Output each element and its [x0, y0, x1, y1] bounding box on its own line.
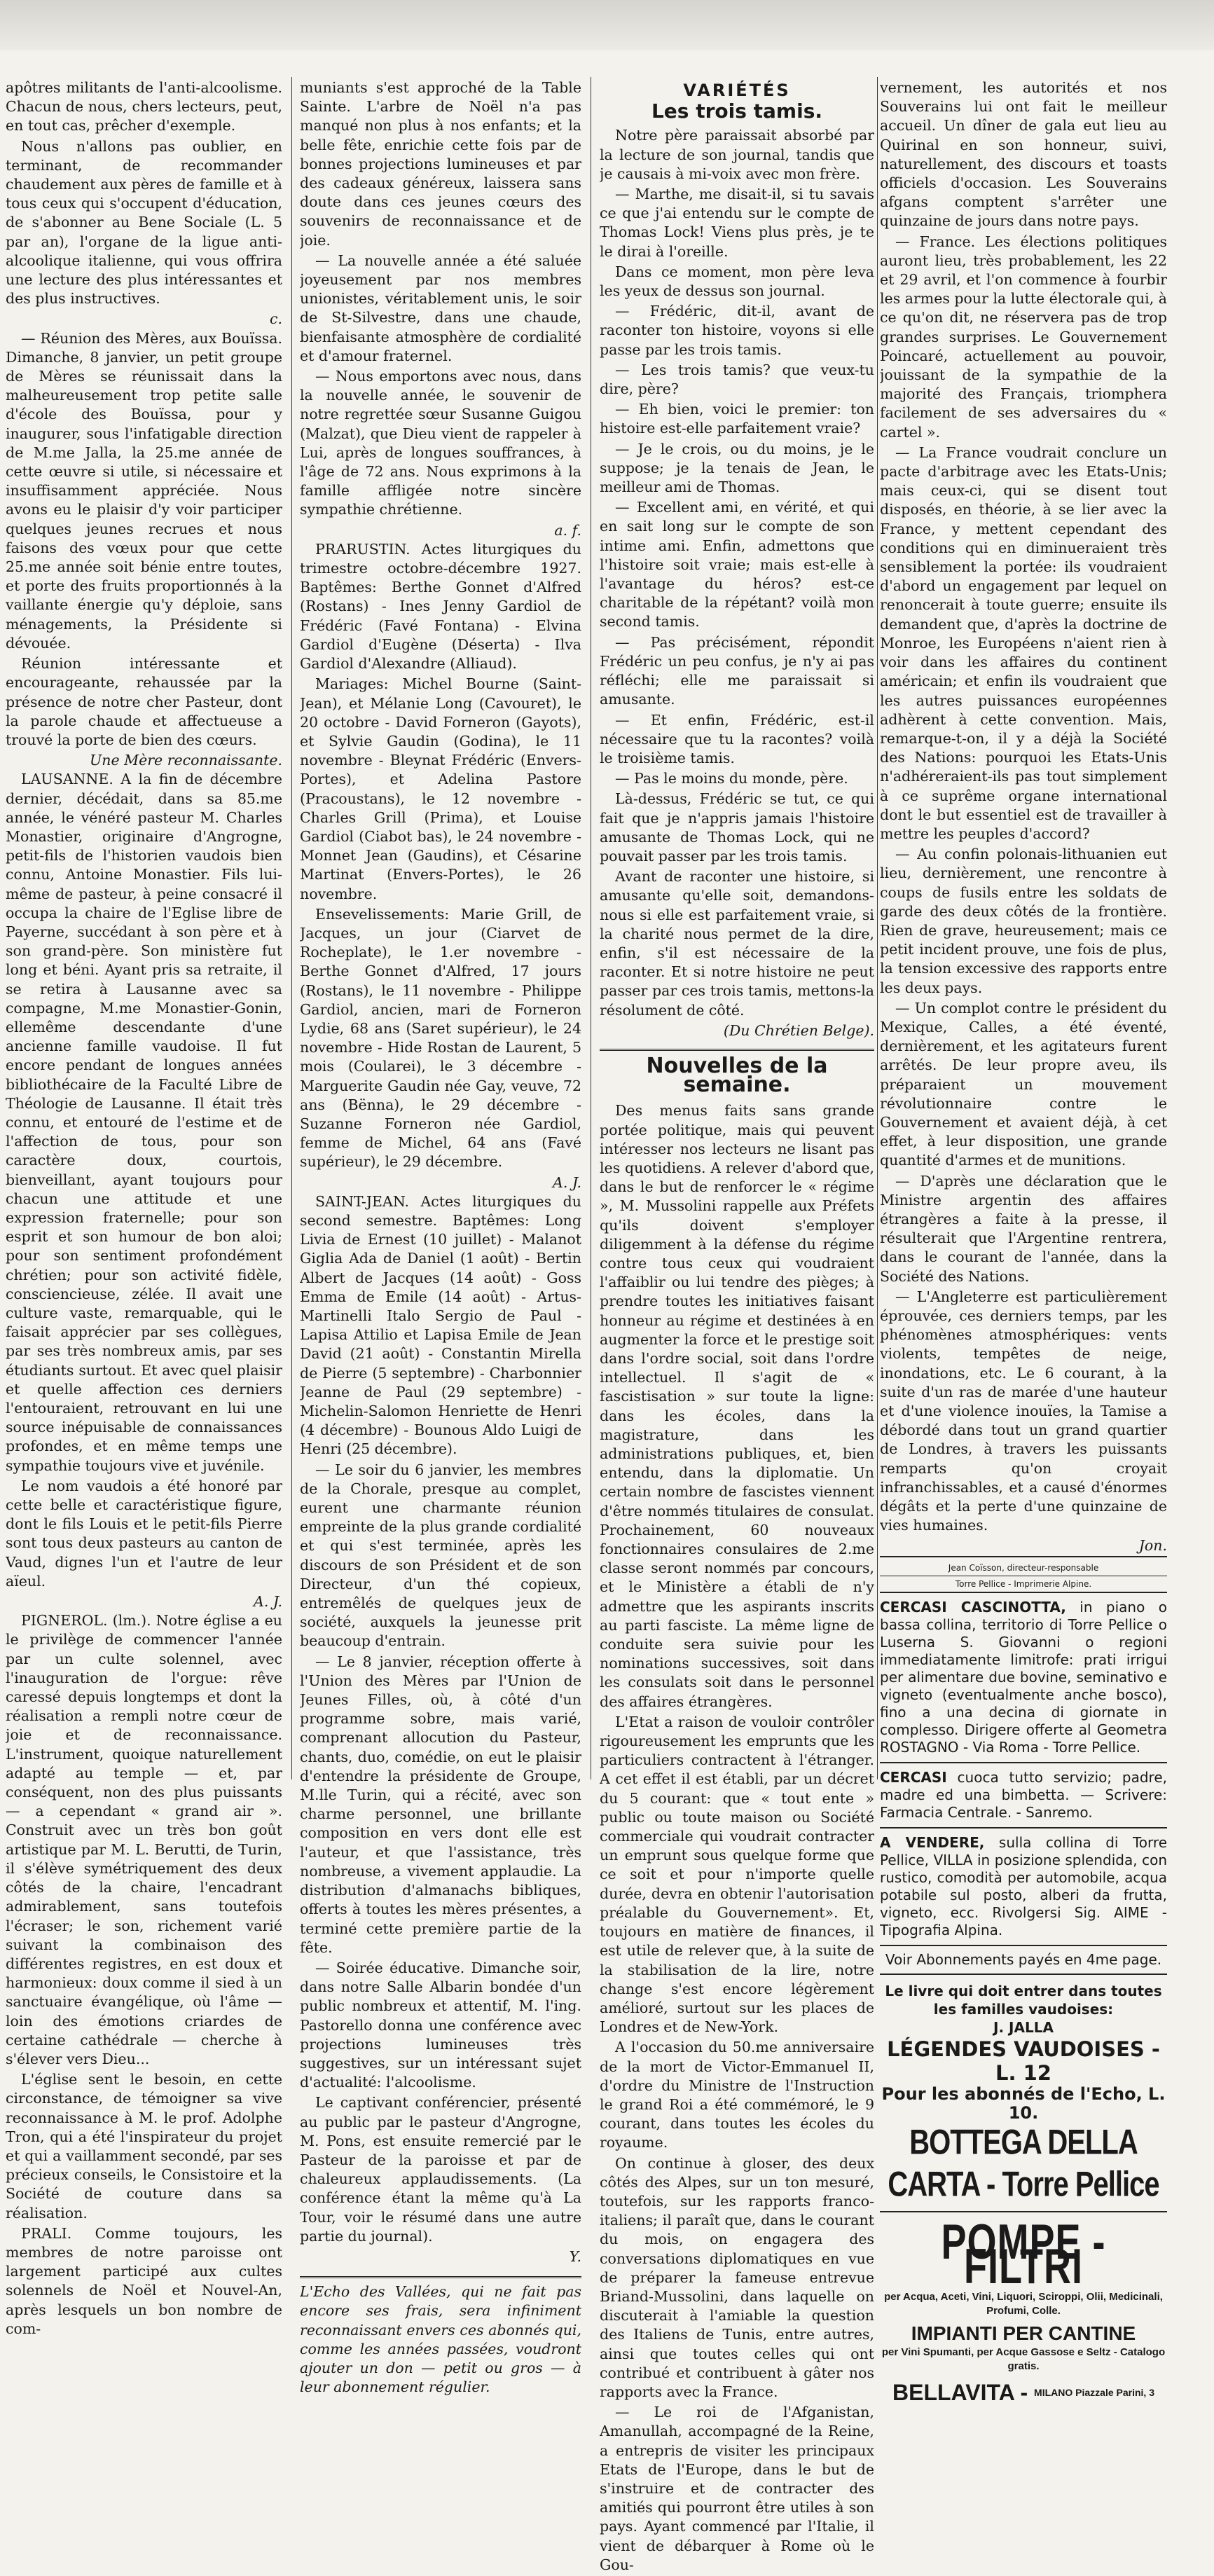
- ad-lead: CERCASI CASCINOTTA,: [880, 1598, 1066, 1616]
- section-title-nouvelles: Nouvelles de la semaine.: [646, 1053, 828, 1098]
- divider: [600, 1049, 874, 1051]
- paragraph: Là-dessus, Frédéric se tut, ce qui fait que je n'appris jamais l'histoire amusante de Thomas Lock, qui ne pouvait passer par les trois tamis.: [600, 790, 874, 865]
- column-3: [600, 78, 874, 2576]
- ad-text: in piano o bassa collina, territorio di Torre Pellice o Luserna S. Giovanni o regioni immediatamente limitrofe: prati irrigui per alimentare due bovine, seminativo e vigneto (eventualmente anche bosco), fino a una decina di giornate in complesso. Dirigere offerte al Geometra ROSTAGNO - Via Roma - Torre Pellice.: [880, 1598, 1167, 1756]
- paragraph: — Au confin polonais-lithuanien eut lieu, dernièrement, une rencontre à coups de fusils entre les soldats de garde des deux côtés de la frontière. Rien de grave, heureusement; mais ce petit incident prouve, une fois de plus, la tension excessive des rapports entre les deux pays.: [880, 846, 1167, 996]
- signature: a. f.: [554, 521, 581, 539]
- paragraph: — Le 8 janvier, réception offerte à l'Union des Mères par l'Union de Jeunes Filles, où, à côté d'un programme sobre, mais varié, comprenant allocution du Pasteur, chants, duo, comédie, on eut le plaisir d'entendre la présidente de Groupe, M.lle Turin, qui a récité, avec son charme personnel, une brillante composition en vers dont elle est l'auteur, et que l'assistance, très nombreuse, a vivement applaudie. La distribution d'almanachs bibliques, offerts à toutes les mères présentes, a terminé cette première partie de la fête.: [300, 1653, 581, 1956]
- signature: Jon.: [1138, 1537, 1167, 1555]
- paragraph: — D'après une déclaration que le Ministre argentin des affaires étrangères a faite à la presse, il résulterait que l'Argentine rentrera, dans le courant de l'année, dans la Société des Nations.: [880, 1172, 1167, 1285]
- paragraph: Des menus faits sans grande portée politique, mais qui peuvent intéresser nos lecteurs ne lisant pas les quotidiens. A relever d'abord que, dans le but de renforcer le « régime », M. Mussolini rappelle aux Préfets qu'ils doivent s'employer diligemment à la défense du régime contre tous ceux qui voudraient l'affaiblir ou lui tendre des pièges; à prendre toutes les initiatives faisant honneur au régime et destinées à en augmenter la force et le prestige soit dans l'ordre social, soit dans l'ordre intellectuel. Il s'agit de « fascistisation » sur toute la ligne: dans les écoles, dans la magistrature, dans les administrations publiques, et, bien entendu, dans la diplomatie. Un certain nombre de fascistes viennent d'être nommés titulaires de consulat. Prochainement, 60 nouveaux fonctionnaires consulaires de 2.me classe seront nommés par concours, et le Ministère a établi de n'y admettre que les aspirants inscrits au parti fasciste. La même ligne de conduite sera suivie pour les nominations successives, soit dans les consulats soit dans le personnel des affaires étrangères.: [600, 1102, 874, 1710]
- ad-pompe-filtri: [880, 2211, 1167, 2402]
- paragraph: — Les trois tamis? que veux-tu dire, père?: [600, 361, 874, 398]
- paragraph: A l'occasion du 50.me anniversaire de la mort de Victor-Emmanuel II, d'ordre du Ministre de l'Instruction le grand Roi a été commémoré, le 9 courant, dans toutes les écoles du royaume.: [600, 2039, 874, 2151]
- paragraph: — L'Angleterre est particulièrement éprouvée, ces derniers temps, par les phénomènes atmosphériques: vents violents, tempêtes de neige, inondations, etc. Le 6 courant, à la suite d'un ras de marée d'une hauteur et d'une violence inouïes, la Tamise a débordé dans tout un grand quartier de Londres, à travers les puissants remparts qu'on croyait infranchissables, et a causé d'énormes dégâts et la perte d'une quinzaine de vies humaines.: [880, 1288, 1167, 1534]
- abonnements-notice: Voir Abonnements payés en 4me page.: [880, 1946, 1167, 1975]
- paragraph: — Excellent ami, en vérité, et qui en sait long sur le compte de son intime ami. Enfin, admettons que l'histoire soit vraie; mais est-elle à l'avantage du héros? est-ce charitable de la répétant? voilà mon second tamis.: [600, 499, 874, 631]
- signature: Y.: [569, 2247, 581, 2265]
- paragraph: — Je le crois, ou du moins, je le suppose; je la tenais de Jean, le meilleur ami de Thomas.: [600, 440, 874, 496]
- paragraph: — Pas précisément, répondit Frédéric un peu confus, je n'y ai pas réfléchi; elle me paraissait si amusante.: [600, 633, 874, 708]
- echo-notice: L'Echo des Vallées, qui ne fait pas encore ses frais, sera infiniment reconnaissant envers ces abonnés qui, comme les années passées, voudront ajouter un don — petit ou gros — à leur abonnement régulier.: [300, 2276, 581, 2397]
- pompe-desc: per Acqua, Aceti, Vini, Liquori, Sciroppi, Olii, Medicinali, Profumi, Colle.: [884, 2290, 1163, 2317]
- paragraph: Mariages: Michel Bourne (Saint-Jean), et Mélanie Long (Cavouret), le 20 octobre - David Forneron (Gayots), et Sylvie Gaudin (Godina), le 11 novembre - Bleynat Frédéric (Envers-Portes), et Adelina Pastore (Pracoustans), le 12 novembre - Charles Grill (Prima), et Louise Gardiol (Ciabot bas), le 24 novembre - Monnet Jean (Gaudins), et Césarine Martinat (Envers-Portes), le 26 novembre.: [300, 675, 581, 902]
- paragraph: vernement, les autorités et nos Souverains lui ont fait le meilleur accueil. Un dîner de gala eut lieu au Quirinal en son honneur, suivi, naturellement, des discours et toasts officiels d'occasion. Les Souverains afgans comptent s'arrêter une quinzaine de jours dans notre pays.: [880, 79, 1167, 230]
- paragraph: L'église sent le besoin, en cette circonstance, de témoigner sa vive reconnaissance à M. le prof. Adolphe Tron, qui a été l'inspirateur du projet et qui a vaillamment secondé, par ses précieux conseils, le Consistoire et la Société de couture dans sa réalisation.: [6, 2071, 282, 2222]
- paragraph: SAINT-JEAN. Actes liturgiques du second semestre. Baptêmes: Long Livia de Ernest (10 juillet) - Malanot Giglia Ada de Daniel (1 août) - Bertin Albert de Jacques (14 août) - Goss Emma de Emile (14 août) - Artus-Martinelli Italo Sergio de Paul - Lapisa Attilio et Lapisa Emile de Jean David (21 août) - Constantin Mirella de Pierre (5 septembre) - Charbonnier Jeanne de Paul (29 septembre) - Michelin-Salomon Henriette de Henri (4 décembre) - Bounous Aldo Luigi de Henri (25 décembre).: [300, 1192, 581, 1458]
- section-label-varietes: VARIÉTÉS: [683, 81, 791, 100]
- ad-text: cuoca tutto servizio; padre, madre ed una bimbetta. — Scrivere: Farmacia Centrale. - Sanremo.: [880, 1768, 1167, 1821]
- ad-text: sulla collina di Torre Pellice, VILLA in posizione splendida, con rustico, comodità per automobile, acqua potabile sul posto, alberi da frutta, vigneto, ecc. Rivolgersi Sig. AIME - Tipografia Alpina.: [880, 1833, 1167, 1938]
- paragraph: apôtres militants de l'anti-alcoolisme. Chacun de nous, chers lecteurs, peut, en tout cas, prêcher d'exemple.: [6, 79, 282, 135]
- paragraph: PRARUSTIN. Actes liturgiques du trimestre octobre-décembre 1927. Baptêmes: Berthe Gonnet d'Alfred (Rostans) - Ines Jenny Gardiol de Frédéric (Favé Fontana) - Elvina Gardiol d'Eugène (Déserta) - Ilva Gardiol d'Alexandre (Alliaud).: [300, 540, 581, 673]
- paragraph: Dans ce moment, mon père leva les yeux de dessus son journal.: [600, 263, 874, 300]
- column-2: [300, 78, 581, 2397]
- paragraph: — La France voudrait conclure un pacte d'arbitrage avec les Etats-Unis; mais ceux-ci, qui se disent tout disposés, en théorie, à se lier avec la France, y mettent cependant des conditions qui en diminueraient très sensiblement la portée: ils voudraient d'abord un engagement par lequel on renoncerait à toute guerre; ensuite ils demandent que, d'après la doctrine de Monroe, les Européens n'aient rien à voir dans les affaires du continent américain; et enfin ils voudraient que les autres puissances européennes adhèrent à cette convention. Mais, remarque-t-on, il y a déjà la Société des Nations: pourquoi les Etats-Unis n'adhéreraient-ils pas tout simplement à ce suprême organe international dont le but essentiel est de travailler à mettre les peuples d'accord?: [880, 443, 1167, 842]
- paragraph: — Un complot contre le président du Mexique, Calles, a été éventé, dernièrement, et les agitateurs furent arrêtés. De leur propre aveu, ils préparaient un mouvement révolutionnaire contre le Gouvernement et avaient déjà, à cet effet, à leur disposition, une grande quantité d'armes et de munitions.: [880, 999, 1167, 1169]
- paragraph: Nous n'allons pas oublier, en terminant, de recommander chaudement aux pères de famille et à tous ceux qui s'occupent d'éducation, de s'abonner au Bene Sociale (L. 5 par an), l'organe de la ligue anti-alcoolique italienne, qui vous offrira une lecture des plus intéressantes et des plus instructives.: [6, 137, 282, 308]
- paragraph: — Eh bien, voici le premier: ton histoire est-elle parfaitement vraie?: [600, 401, 874, 437]
- paragraph: Le captivant conférencier, présenté au public par le pasteur d'Angrogne, M. Pons, est ensuite remercié par le Pasteur de la paroisse et par de chaleureux applaudissements. (La conférence étant la même qu'à La Tour, voir le résumé dans une autre partie du journal).: [300, 2094, 581, 2245]
- ad-legendes-vaudoises: [880, 1975, 1167, 2204]
- paragraph: Notre père paraissait absorbé par la lecture de son journal, tandis que je causais à mi-voix avec mon frère.: [600, 127, 874, 182]
- paragraph: PRALI. Comme toujours, les membres de notre paroisse ont largement participé aux cultes solennels de Noël et Nouvel-An, après lesquels un bon nombre de com-: [6, 2224, 282, 2337]
- pompe-brand-name: BELLAVITA -: [892, 2380, 1028, 2403]
- signature: A. J.: [254, 1593, 282, 1611]
- paragraph: — France. Les élections politiques auront lieu, très probablement, les 22 et 29 avril, et l'on commence à fourbir les armes pour la lutte électorale qui, à ce qu'on dit, ne réservera pas de trop grandes surprises. Le Gouvernement Poincaré, actuellement au pouvoir, jouissant de la sympathie de la majorité des Français, triomphera facilement de ses adversaires du « cartel ».: [880, 233, 1167, 441]
- paragraph: — Frédéric, dit-il, avant de raconter ton histoire, voyons si elle passe par les trois tamis.: [600, 303, 874, 358]
- signature: A. J.: [553, 1173, 581, 1191]
- paragraph: LAUSANNE. A la fin de décembre dernier, décédait, dans sa 85.me année, le vénéré pasteur M. Charles Monastier, originaire d'Angrogne, petit-fils de l'historien vaudois bien connu, Antoine Monastier. Fils lui-même de pasteur, à peine consacré il occupa la chaire de l'Eglise libre de Payerne, succédant à son père et à son grand-père. Son ministère fut long et béni. Ayant pris sa retraite, il se retira à Lausanne avec sa compagne, M.me Monastier-Gonin, ellemême descendante d'une ancienne famille vaudoise. Il fut encore pendant de longues années bibliothécaire de la Faculté Libre de Théologie de Lausanne. Il était très connu, et entouré de l'estime et de l'affection de tous, pour son caractère doux, courtois, bienveillant, ayant toujours pour chacun une attitude et une expression fraternelle; pour son esprit et son humour de bon aloi; pour son sentiment profondément chrétien; pour son activité fidèle, consciencieuse, zélée. Il avait une culture vaste, remarquable, qui le faisait apprécier par ses collègues, par ses très nombreux amis, par ses étudiants surtout. Et avec quel plaisir et quelle affection ces derniers l'entouraient, retrouvant en lui une source inépuisable de connaissances profondes, et en même temps une sympathie toujours vive et juvénile.: [6, 771, 282, 1474]
- livre-price: Pour les abonnés de l'Echo, L. 10.: [881, 2084, 1166, 2123]
- signature: c.: [270, 310, 282, 328]
- livre-author: J. JALLA: [993, 2018, 1054, 2036]
- classified-ad: [880, 1763, 1167, 1828]
- pompe-brand: [880, 2380, 1167, 2403]
- livre-intro: Le livre qui doit entrer dans toutes les familles vaudoises:: [885, 1982, 1162, 2018]
- imprint-director: Jean Coïsson, directeur-responsable: [948, 1562, 1099, 1573]
- paragraph: — Soirée éducative. Dimanche soir, dans notre Salle Albarin bondée d'un public nombreux et attentif, M. l'ing. Pastorello donna une conférence avec projections lumineuses très suggestives, sur un intéressant sujet d'actualité: l'alcoolisme.: [300, 1959, 581, 2091]
- paragraph: — La nouvelle année a été saluée joyeusement par nos membres unionistes, véritablement unis, le soir de St-Silvestre, dans une chaude, bienfaisante atmosphère de cordialité et d'amour fraternel.: [300, 252, 581, 364]
- classified-ad: [880, 1593, 1167, 1763]
- pompe-address: MILANO Piazzale Parini, 3: [1034, 2387, 1154, 2399]
- signature: Une Mère reconnaissante.: [90, 752, 282, 769]
- paragraph: Le nom vaudois a été honoré par cette belle et caractéristique figure, dont le fils Louis et le petit-fils Pierre sont tous deux pasteurs au canton de Vaud, dignes l'un et l'autre de leur aïeul.: [6, 1477, 282, 1590]
- article-title: Les trois tamis.: [651, 99, 823, 123]
- classified-ad: [880, 1828, 1167, 1946]
- pompe-impianti: IMPIANTI PER CANTINE: [911, 2322, 1136, 2344]
- paragraph: On continue à gloser, des deux côtés des Alpes, sur un ton mesuré, toutefois, sur les rapports franco-italiens; il paraît que, dans le courant du mois, on engagera des conversations diplomatiques en vue de préparer la fameuse entrevue Briand-Mussolini, dans laquelle on discuterait à l'amiable la question des Italiens de Tunis, entre autres, ainsi que toutes celles qui ont contribué et contribuent à gâter nos rapports avec la France.: [600, 2154, 874, 2400]
- column-rule: [291, 77, 292, 1779]
- livre-shop: BOTTEGA DELLA CARTA - Torre Pellice: [888, 2123, 1159, 2204]
- imprint-printer: Torre Pellice - Imprimerie Alpine.: [880, 1576, 1167, 1592]
- ad-lead: A VENDERE,: [880, 1833, 985, 1851]
- signature: (Du Chrétien Belge).: [723, 1021, 874, 1039]
- paragraph: L'Etat a raison de vouloir contrôler rigoureusement les emprunts que les particuliers contractent à l'étranger. A cet effet il est établi, par un décret du 5 courant: que « tout ente » public ou toute maison ou Société commerciale qui voudrait contracter un emprunt sous quelque forme que ce soit et pour n'importe quelle durée, devra en obtenir l'autorisation préalable du Gouvernement». Et, toujours en matière de finances, il est utile de relever que, à la suite de la stabilisation de la lire, notre change s'est encore légèrement amélioré, surtout sur les places de Londres et de New-York.: [600, 1713, 874, 2036]
- column-4: [880, 78, 1167, 2402]
- page-top-edge: [0, 0, 1214, 50]
- paragraph: muniants s'est approché de la Table Sainte. L'arbre de Noël n'a pas manqué non plus à nos enfants; et la belle fête, enrichie cette fois par de bonnes projections lumineuses et par des cadeaux généreux, laissera sans doute dans ces jeunes cœurs des souvenirs de reconnaissance et de joie.: [300, 79, 581, 249]
- paragraph: — Et enfin, Frédéric, est-il nécessaire que tu la racontes? voilà le troisième tamis.: [600, 711, 874, 766]
- paragraph: — Pas le moins du monde, père.: [615, 770, 848, 787]
- pompe-desc2: per Vini Spumanti, per Acque Gassose e Seltz - Catalogo gratis.: [881, 2346, 1166, 2373]
- paragraph: Ensevelissements: Marie Grill, de Jacques, un jour (Ciarvet de Rocheplate), le 1.er novembre - Berthe Gonnet d'Alfred, 17 jours (Rostans), le 11 novembre - Philippe Gardiol, ancien, mari de Forneron Lydie, 68 ans (Saret supérieur), le 24 novembre - Hide Rostan de Laurent, 5 mois (Coularei), le 3 décembre - Marguerite Gaudin née Gay, veuve, 72 ans (Bënna), le 29 décembre - Suzanne Forneron née Gardiol, femme de Michel, 64 ans (Favé supérieur), le 29 décembre.: [300, 905, 581, 1171]
- paragraph: — Marthe, me disait-il, si tu savais ce que j'ai entendu sur le compte de Thomas Lock! Viens plus près, je te le dirai à l'oreille.: [600, 186, 874, 260]
- pompe-title: POMPE - FILTRI: [941, 2215, 1106, 2295]
- paragraph: — Nous emportons avec nous, dans la nouvelle année, le souvenir de notre regrettée sœur Susanne Guigou (Malzat), que Dieu vient de rappeler à Lui, après de longues souffrances, à l'âge de 72 ans. Nous exprimons à la famille affligée notre sincère sympathie chrétienne.: [300, 368, 581, 518]
- paragraph: — Le roi de l'Afganistan, Amanullah, accompagné de la Reine, a entrepris de visiter les principaux Etats de l'Europe, dans le but de s'instruire et de contracter des amitiés qui pourront être utiles à son pays. Ayant commencé par l'Italie, il vient de débarquer à Rome où le Gou-: [600, 2404, 874, 2573]
- livre-title: LÉGENDES VAUDOISES - L. 12: [887, 2037, 1160, 2086]
- paragraph: Avant de raconter une histoire, si amusante qu'elle soit, demandons-nous si elle est parfaitement vraie, si la charité nous permet de la dire, enfin, s'il est nécessaire de la raconter. Et si notre histoire ne peut passer par ces trois tamis, mettons-la résolument de côté.: [600, 868, 874, 1019]
- column-1: [6, 78, 282, 2340]
- imprint: [880, 1556, 1167, 1592]
- paragraph: PIGNEROL. (lm.). Notre église a eu le privilège de commencer l'année par un culte solennel, avec l'inauguration de l'orgue: rêve caressé depuis longtemps et dont la réalisation a rempli notre cœur de joie et de reconnaissance. L'instrument, quoique naturellement adapté au temple — et, par conséquent, non des plus puissants — a cependant « grand air ». Construit avec un très bon goût artistique par M. L. Berutti, de Turin, il s'élève symétriquement des deux côtés de la chaire, l'encadrant admirablement, sans toutefois l'écraser; le son, richement varié suivant la combinaison des différentes registres, en est doux et harmonieux: doux comme il sied à un sanctuaire évangélique, où l'âme — loin des émotions criardes de certaine cathédrale — cherche à s'élever vers Dieu...: [6, 1612, 282, 2067]
- paragraph: Réunion intéressante et encourageante, rehaussée par la présence de notre cher Pasteur, dont la parole chaude et affectueuse a trouvé la porte de bien des cœurs.: [6, 655, 282, 748]
- column-rule: [877, 77, 878, 1779]
- ad-lead: CERCASI: [880, 1768, 947, 1786]
- paragraph: — Réunion des Mères, aux Bouïssa. Dimanche, 8 janvier, un petit groupe de Mères se réunissait dans la malheureusement trop petite salle d'école des Bouïssa, pour y inaugurer, sous l'infatigable direction de M.me Jalla, la 25.me année de cette œuvre si utile, si nécessaire et insuffisamment appréciée. Nous avons eu le plaisir d'y voir participer quelques jeunes recrues et nous faisons des vœux pour que cette 25.me année soit bénie entre toutes, et porte des fruits proportionnés à la vaillante énergie qu'y déploie, sans ménagements, la Présidente si dévouée.: [6, 329, 282, 652]
- paragraph: — Le soir du 6 janvier, les membres de la Chorale, presque au complet, eurent une charmante réunion empreinte de la plus grande cordialité et qui s'est terminée, après les discours de son Président et de son Directeur, d'un thé copieux, entremêlés de quelques jeux de société, auxquels la jeunesse prit beaucoup d'entrain.: [300, 1461, 581, 1650]
